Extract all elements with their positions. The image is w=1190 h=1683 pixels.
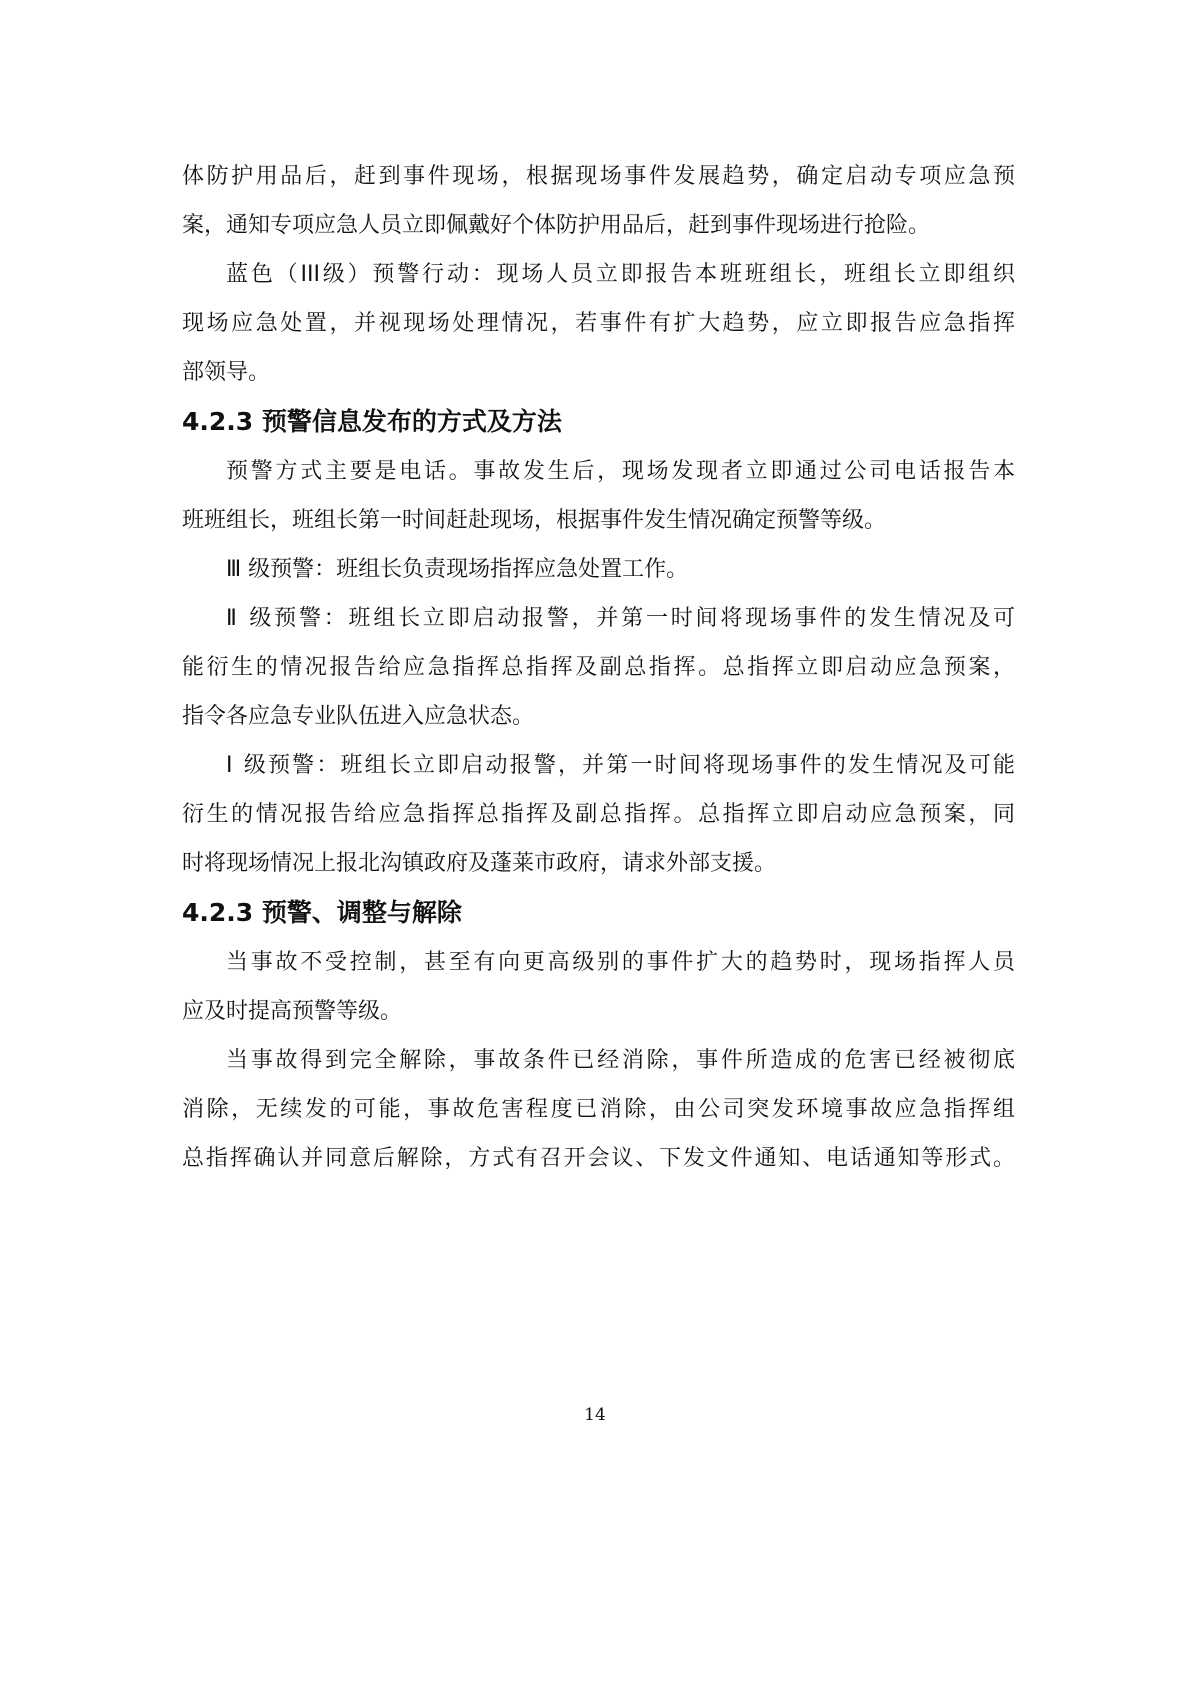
paragraph-line: 现场应急处置，并视现场处理情况，若事件有扩大趋势，应立即报告应急指挥 [182,311,1015,336]
paragraph-line: Ⅱ 级预警：班组长立即启动报警，并第一时间将现场事件的发生情况及可 [226,606,1015,631]
paragraph-line: Ⅲ 级预警：班组长负责现场指挥应急处置工作。 [226,557,689,582]
paragraph-line: 当事故得到完全解除，事故条件已经消除，事件所造成的危害已经被彻底 [226,1048,1015,1073]
paragraph-line: 预警方式主要是电话。事故发生后，现场发现者立即通过公司电话报告本 [226,459,1015,484]
paragraph-line: 指令各应急专业队伍进入应急状态。 [182,704,535,729]
section-heading: 4.2.3 预警信息发布的方式及方法 [182,407,562,436]
section-heading: 4.2.3 预警、调整与解除 [182,898,462,927]
paragraph-line: 总指挥确认并同意后解除，方式有召开会议、下发文件通知、电话通知等形式。 [182,1146,1015,1171]
page-number: 14 [584,1405,606,1425]
paragraph-line: 应及时提高预警等级。 [182,999,403,1024]
paragraph-line: 消除，无续发的可能，事故危害程度已消除，由公司突发环境事故应急指挥组 [182,1097,1015,1122]
paragraph-line: 蓝色（III级）预警行动：现场人员立即报告本班班组长，班组长立即组织 [226,262,1015,287]
paragraph-line: 时将现场情况上报北沟镇政府及蓬莱市政府，请求外部支援。 [182,851,777,876]
paragraph-line: 衍生的情况报告给应急指挥总指挥及副总指挥。总指挥立即启动应急预案，同 [182,802,1015,827]
page-body [182,152,1015,1183]
paragraph-line: 能衍生的情况报告给应急指挥总指挥及副总指挥。总指挥立即启动应急预案， [182,655,1015,680]
paragraph-line: 班班组长，班组长第一时间赶赴现场，根据事件发生情况确定预警等级。 [182,508,887,533]
paragraph-line: Ⅰ 级预警：班组长立即启动报警，并第一时间将现场事件的发生情况及可能 [226,753,1015,778]
paragraph-line: 案，通知专项应急人员立即佩戴好个体防护用品后，赶到事件现场进行抢险。 [182,213,931,238]
paragraph-line: 部领导。 [182,360,271,385]
paragraph-line: 当事故不受控制，甚至有向更高级别的事件扩大的趋势时，现场指挥人员 [226,950,1015,975]
paragraph-line: 体防护用品后，赶到事件现场，根据现场事件发展趋势，确定启动专项应急预 [182,164,1015,189]
